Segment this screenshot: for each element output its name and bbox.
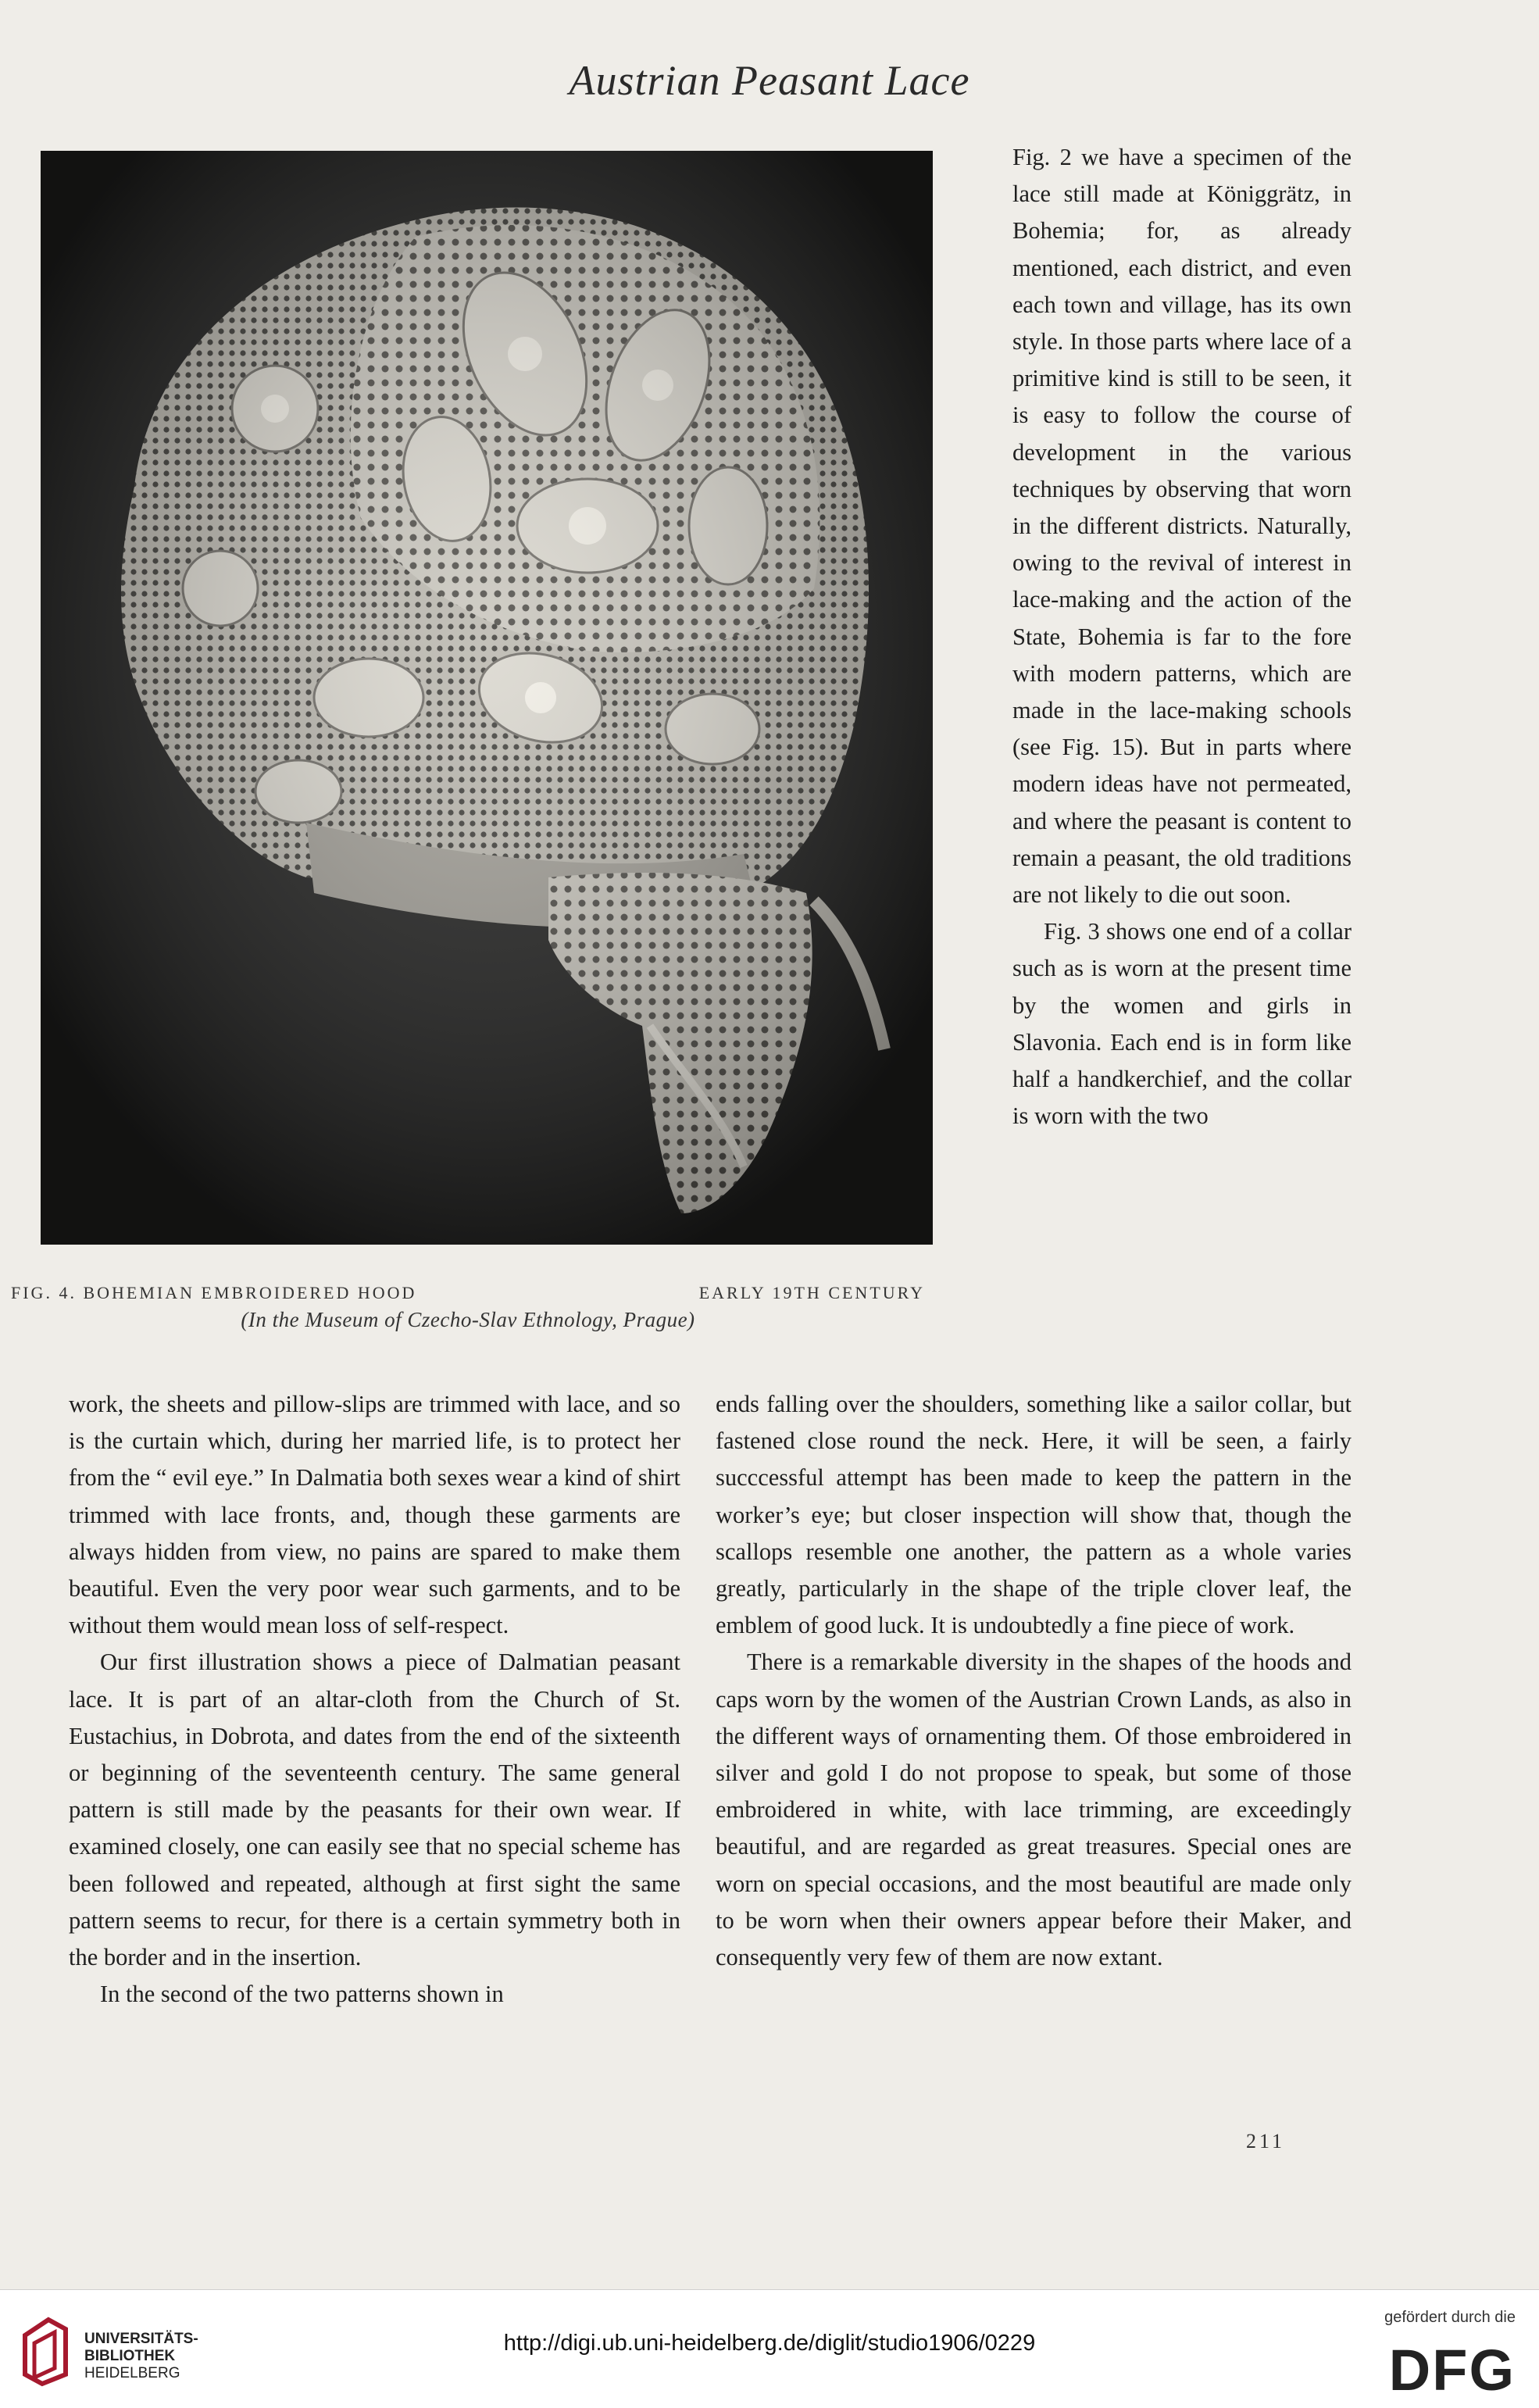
figure-credit: (In the Museum of Czecho-Slav Ethnology, Prague): [241, 1308, 695, 1331]
digitization-footer: [0, 2289, 1539, 2408]
paragraph: In the second of the two patterns shown in: [100, 1981, 504, 2008]
paragraph: There is a remarkable diversity in the shapes of the hoods and caps worn by the women of the Austrian Crown Lands, as also in the different ways of ornamenting them. Of those embroidered in silver and gold I do not propose to speak, but some of those embroidered in white, with lace trimming, are exceedingly beautiful, and are regarded as great treasures. Special ones are worn on special occasions, and the most beautiful are made only to be worn when their owners appear before their Maker, and consequently very few of them are now extant.: [716, 1649, 1352, 1971]
dfg-logo: DFG: [1388, 2338, 1516, 2403]
paragraph: Fig. 2 we have a specimen of the lace still made at Königgrätz, in Bohemia; for, as already mentioned, each district, and even each town and village, has its own style. In those parts where lace of a primitive kind is still to be seen, it is easy to follow the course of development in the various techniques by observing that worn in the different districts. Naturally, owing to the revival of interest in lace-making and the action of the State, Bohemia is far to the fore with modern patterns, which are made in the lace-making schools (see Fig. 15). But in parts where modern ideas have not permeated, and where the peasant is content to remain a peasant, the old traditions are not likely to die out soon.: [1012, 144, 1352, 909]
funding-label: gefördert durch die: [1384, 2309, 1516, 2326]
library-name-line: UNIVERSITÄTS-: [84, 2331, 198, 2347]
lace-hood-image: [41, 151, 933, 1245]
page-number: 211: [1246, 2130, 1286, 2153]
library-name-line: HEIDELBERG: [84, 2365, 180, 2381]
paragraph: Fig. 3 shows one end of a collar such as is worn at the present time by the women and girls in Slavonia. Each end is in form like half a handkerchief, and the collar is worn with the two: [1012, 918, 1352, 1130]
left-column: [69, 1386, 680, 2013]
right-column-top: [1012, 139, 1352, 1134]
paragraph: Our first illustration shows a piece of Dalmatian peasant lace. It is part of an altar-cloth from the Church of St. Eustachius, in Dobrota, and dates from the end of the sixteenth or beginning of the seventeenth century. The same general pattern is still made by the peasants for their own wear. If examined closely, one can easily see that no special scheme has been followed and repeated, although at first sight the same pattern seems to recur, for there is a certain symmetry both in the border and in the insertion.: [69, 1649, 680, 1971]
paragraph: ends falling over the shoulders, something like a sailor collar, but fastened close round the neck. Here, it will be seen, a fairly succcessful attempt has been made to keep the pattern in the worker’s eye; but closer inspection will show that, though the scallops resemble one another, the pattern as a whole varies greatly, particularly in the shape of the triple clover leaf, the emblem of good luck. It is undoubtedly a fine piece of work.: [716, 1391, 1352, 1639]
right-column-bottom: [716, 1386, 1352, 1976]
permalink-url[interactable]: http://digi.ub.uni-heidelberg.de/diglit/studio1906/0229: [503, 2331, 1036, 2356]
figure-photograph: [41, 151, 933, 1245]
figure-caption-title: FIG. 4. BOHEMIAN EMBROIDERED HOOD: [11, 1283, 417, 1302]
library-name-line: BIBLIOTHEK: [84, 2348, 176, 2364]
figure-caption-date: EARLY 19TH CENTURY: [698, 1283, 925, 1302]
running-head: Austrian Peasant Lace: [569, 57, 970, 104]
paragraph: work, the sheets and pillow-slips are trimmed with lace, and so is the curtain which, during her married life, is to protect her from the “ evil eye.” In Dalmatia both sexes wear a kind of shirt trimmed with lace fronts, and, though these garments are always hidden from view, no pains are spared to make them beautiful. Even the very poor wear such garments, and to be without them would mean loss of self-respect.: [69, 1391, 680, 1639]
